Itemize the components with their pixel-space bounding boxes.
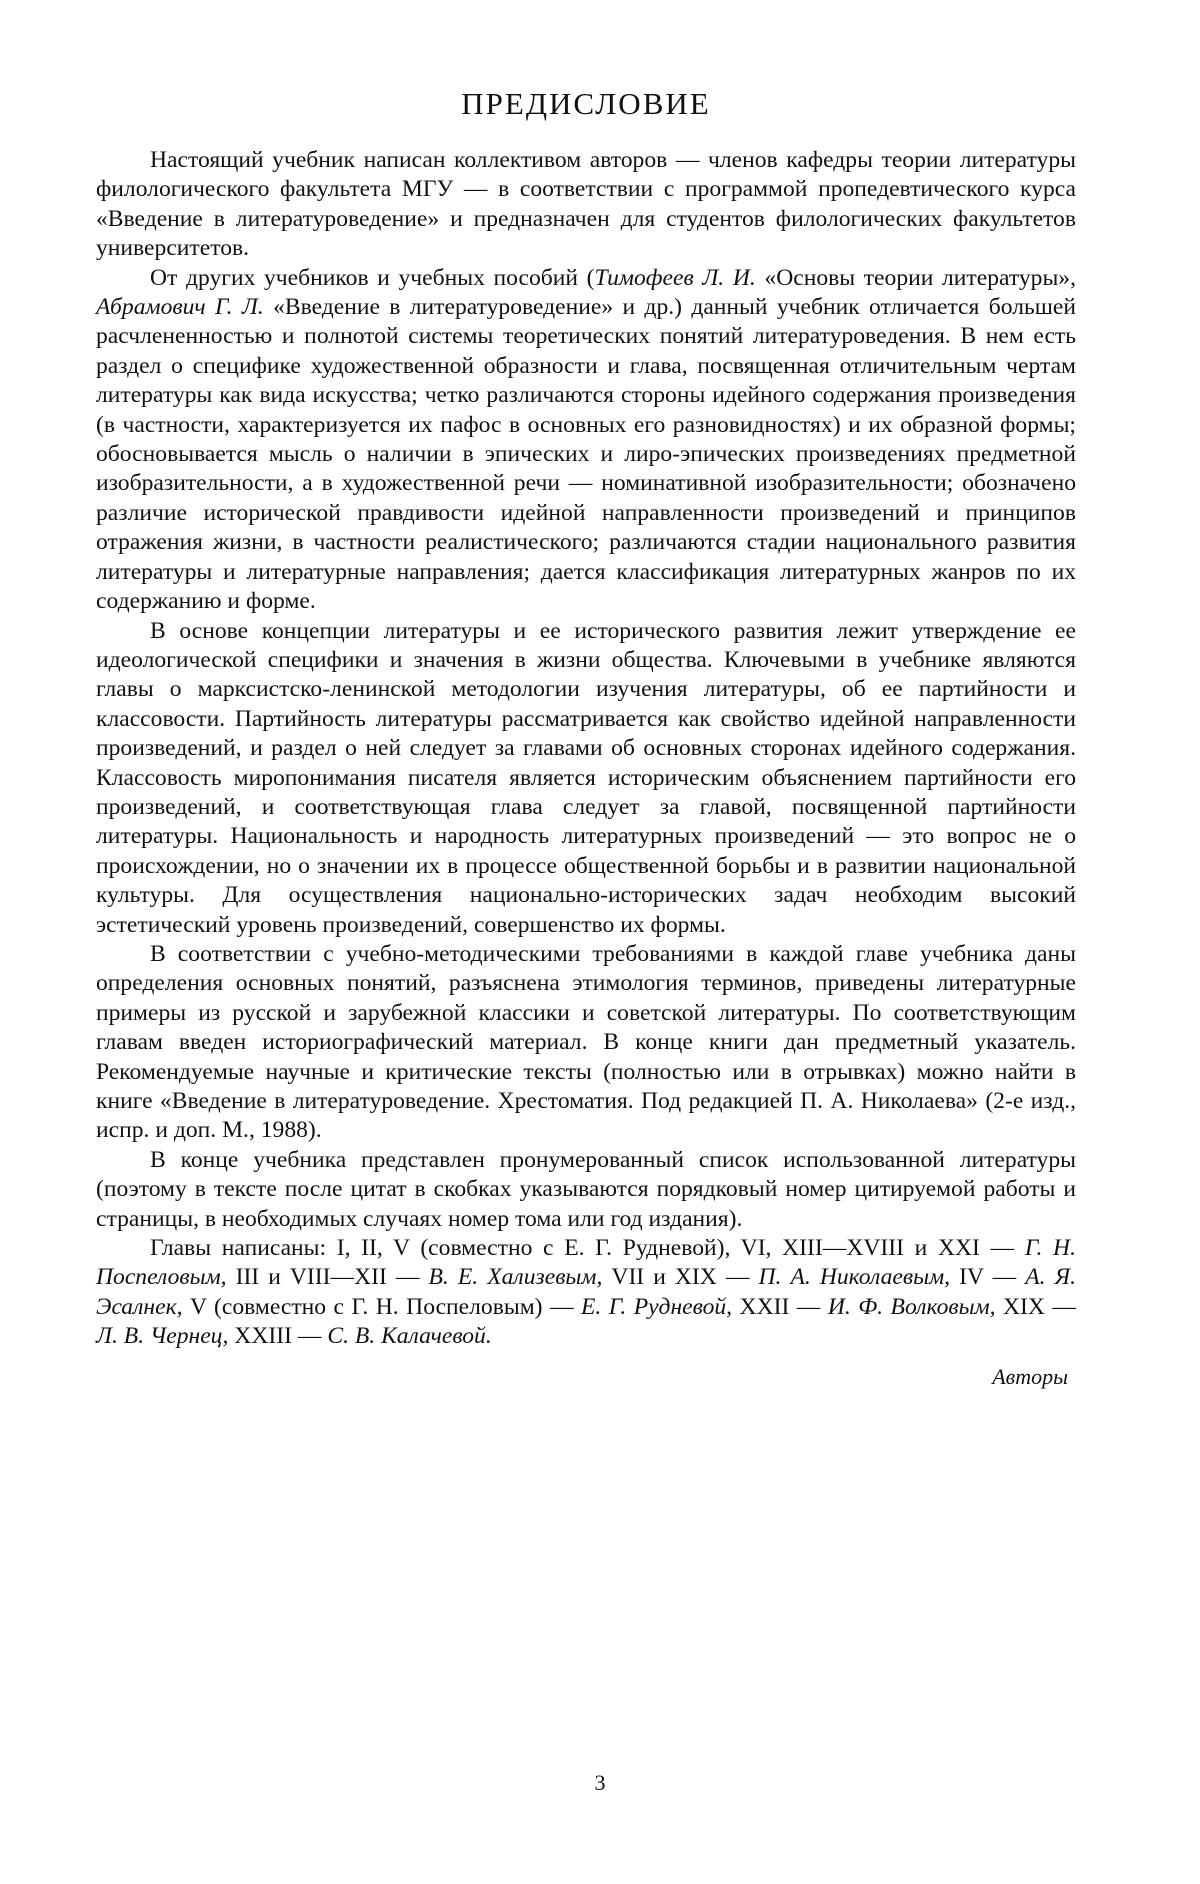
page-title: ПРЕДИСЛОВИЕ xyxy=(461,86,711,121)
italic-author-name: И. Ф. Волковым, xyxy=(827,1293,996,1320)
paragraph-text: «Введение в литературоведение» и др.) данный учебник отличается большей расчлененностью и полнотой системы теоретических понятий литературоведения. В нем есть раздел о специфике художественной образности и глава, посвященная отличительным чертам литературы как вида искусства; четко различаются стороны идейного содержания произведения (в частности, характеризуется их пафос в основных его разновидностях) и их образной формы; обосновывается мысль о наличии в эпических и лиро-эпических произведениях предметной изобразительности, а в художественной речи — номинативной изобразительности; обозначено различие исторической правдивости идейной направленности произведений и принципов отражения жизни, в частности реалистического; различаются стадии национального развития литературы и литературные направления; дается классификация литературных жанров по их содержанию и форме. xyxy=(96,294,1076,615)
paragraph xyxy=(96,1234,1076,1352)
signature: Авторы xyxy=(992,1363,1068,1389)
paragraph-text: XIX — xyxy=(995,1293,1076,1320)
italic-author-name: П. А. Николаевым, xyxy=(758,1264,951,1291)
italic-author-name: В. Е. Хализевым, xyxy=(428,1264,603,1291)
italic-author-name: Л. В. Чернец, xyxy=(96,1323,229,1350)
italic-author-name: А. Я. Эсалнек, xyxy=(96,1264,1077,1320)
paragraph xyxy=(96,264,1076,617)
paragraph-text: В конце учебника представлен пронумерованный список использованной литературы (поэтому в тексте после цитат в скобках указываются порядковый номер цитируемой работы и страницы, в необходимых случаях номер тома или год издания). xyxy=(96,1146,1076,1232)
italic-author-name: Абрамович Г. Л. xyxy=(96,294,264,321)
paragraph xyxy=(96,617,1076,940)
paragraph-text: III и VIII—XII — xyxy=(226,1264,429,1291)
paragraph xyxy=(96,1146,1076,1234)
paragraph-text: Главы написаны: I, II, V (совместно с Е. Г. Рудневой), VI, XIII—XVIII и XXI — xyxy=(150,1235,1025,1262)
paragraph-text: От других учебников и учебных пособий ( xyxy=(150,264,595,291)
preface-body xyxy=(96,146,1076,1352)
paragraph xyxy=(96,146,1076,264)
paragraph-text: V (совместно с Г. Н. Поспеловым) — xyxy=(182,1293,581,1320)
paragraph-text: XXII — xyxy=(732,1293,828,1320)
italic-author-name: Е. Г. Рудневой, xyxy=(580,1293,733,1320)
paragraph-text: Настоящий учебник написан коллективом авторов — членов кафедры теории литературы филологического факультета МГУ — в соответствии с программой пропедевтического курса «Введение в литературоведение» и предназначен для студентов филологических факультетов университетов. xyxy=(96,147,1076,262)
paragraph-text: IV — xyxy=(950,1264,1026,1291)
paragraph-text: В соответствии с учебно-методическими требованиями в каждой главе учебника даны определения основных понятий, разъяснена этимология терминов, приведены литературные примеры из русской и зарубежной классики и советской литературы. По соответствующим главам введен историографический материал. В конце книги дан предметный указатель. Рекомендуемые научные и критические тексты (полностью или в отрывках) можно найти в книге «Введение в литературоведение. Хрестоматия. Под редакцией П. А. Николаева» (2-е изд., испр. и доп. М., 1988). xyxy=(96,940,1076,1144)
italic-author-name: С. В. Калачевой. xyxy=(327,1323,492,1350)
italic-author-name: Тимофеев Л. И. xyxy=(594,264,756,291)
paragraph-text: VII и XIX — xyxy=(602,1264,759,1291)
paragraph xyxy=(96,940,1076,1146)
paragraph-text: В основе концепции литературы и ее исторического развития лежит утверждение ее идеологической специфики и значения в жизни общества. Ключевыми в учебнике являются главы о марксистско-ленинской методологии изучения литературы, об ее партийности и классовости. Партийность литературы рассматривается как свойство идейной направленности произведений, и раздел о ней следует за главами об основных сторонах идейного содержания. Классовость миропонимания писателя является историческим объяснением партийности его произведений, и соответствующая глава следует за главой, посвященной партийности литературы. Национальность и народность литературных произведений — это вопрос не о происхождении, но о значении их в процессе общественной борьбы и в развитии национальной культуры. Для осуществления национально-исторических задач необходим высокий эстетический уровень произведений, совершенство их формы. xyxy=(96,617,1076,938)
paragraph-text: XXIII — xyxy=(228,1323,328,1350)
document-page xyxy=(96,70,1076,1390)
paragraph-text: «Основы теории литературы», xyxy=(755,264,1076,291)
italic-author-name: Г. Н. Поспеловым, xyxy=(96,1235,1076,1291)
page-number: 3 xyxy=(594,1770,606,1795)
